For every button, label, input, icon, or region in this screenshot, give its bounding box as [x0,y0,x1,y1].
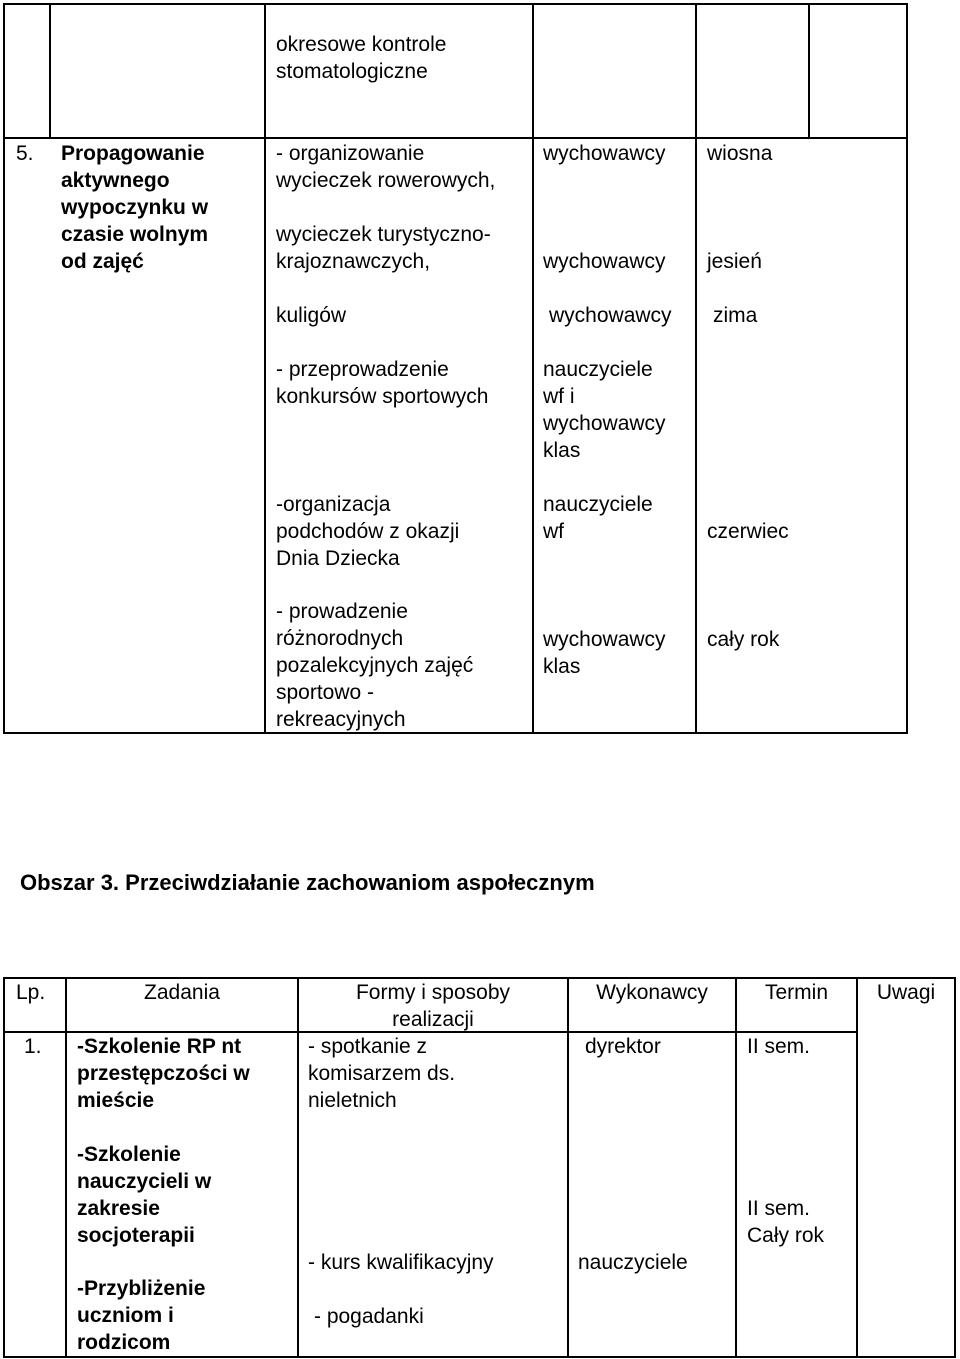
performer-item: nauczyciele wf [543,493,653,543]
task-item: -Szkolenie RP nt przestępczości w mieście [77,1035,250,1112]
form-item: - kurs kwalifikacyjny [308,1251,494,1274]
term-item: cały rok [707,628,780,651]
task-item: -Przybliżenie uczniom i rodzicom [77,1277,206,1354]
term-item: czerwiec [707,520,789,543]
term-item: zima [713,304,758,327]
column-divider [3,977,5,1358]
column-divider [532,3,534,734]
column-divider [735,977,737,1358]
performer-item: wychowawcy [549,304,672,327]
header-performers: Wykonawcy [596,981,708,1004]
column-divider [808,3,810,139]
column-divider [264,3,266,734]
header-term: Termin [764,981,828,1004]
performer-item: nauczyciele wf i wychowawcy klas [543,358,666,462]
column-divider [297,977,299,1358]
column-divider [906,3,908,734]
performer-item: dyrektor [585,1035,661,1058]
form-item: - prowadzenie różnorodnych pozalekcyjnych zajęć sportowo - rekreacyjnych [276,600,474,731]
header-lp: Lp. [16,981,46,1004]
form-item: -organizacja podchodów z okazji Dnia Dziecka [276,493,460,570]
column-divider [695,3,697,734]
section-title: Obszar 3. Przeciwdziałanie zachowaniom aspołecznym [20,870,595,895]
row-number: 5. [16,142,34,165]
table-bottom-border [3,1356,956,1358]
column-divider [567,977,569,1358]
performer-item: wychowawcy klas [543,628,666,678]
form-item: - przeprowadzenie konkursów sportowych [276,358,489,408]
row-number: 1. [24,1035,42,1058]
task-item: -Szkolenie nauczycieli w zakresie socjoterapii [77,1143,212,1247]
row-divider [3,137,908,139]
performer-item: wychowawcy [543,250,666,273]
form-item: - spotkanie z komisarzem ds. nieletnich [308,1035,456,1112]
column-divider [49,3,51,139]
header-tasks: Zadania [144,981,220,1004]
column-divider [954,977,956,1358]
term-item: wiosna [707,142,773,165]
column-divider [3,3,5,734]
form-item: - organizowanie wycieczek rowerowych, [276,142,496,192]
performer-item: wychowawcy [543,142,666,165]
form-item: - pogadanki [314,1305,424,1328]
term-item: II sem. Cały rok [747,1197,825,1247]
form-item: kuligów [276,304,347,327]
task-cell-text: Propagowanie aktywnego wypoczynku w czasie wolnym od zajęć [61,142,209,273]
header-forms: Formy i sposoby realizacji [355,981,511,1031]
column-divider [856,977,858,1358]
term-item: jesień [707,250,762,273]
performer-item: nauczyciele [578,1251,688,1274]
form-item: wycieczek turystyczno- krajoznawczych, [276,223,491,273]
forms-cell-text: okresowe kontrole stomatologiczne [276,33,447,83]
header-notes: Uwagi [876,981,936,1004]
column-divider [65,977,67,1358]
table-top-border [3,3,908,5]
term-item: II sem. [747,1035,811,1058]
